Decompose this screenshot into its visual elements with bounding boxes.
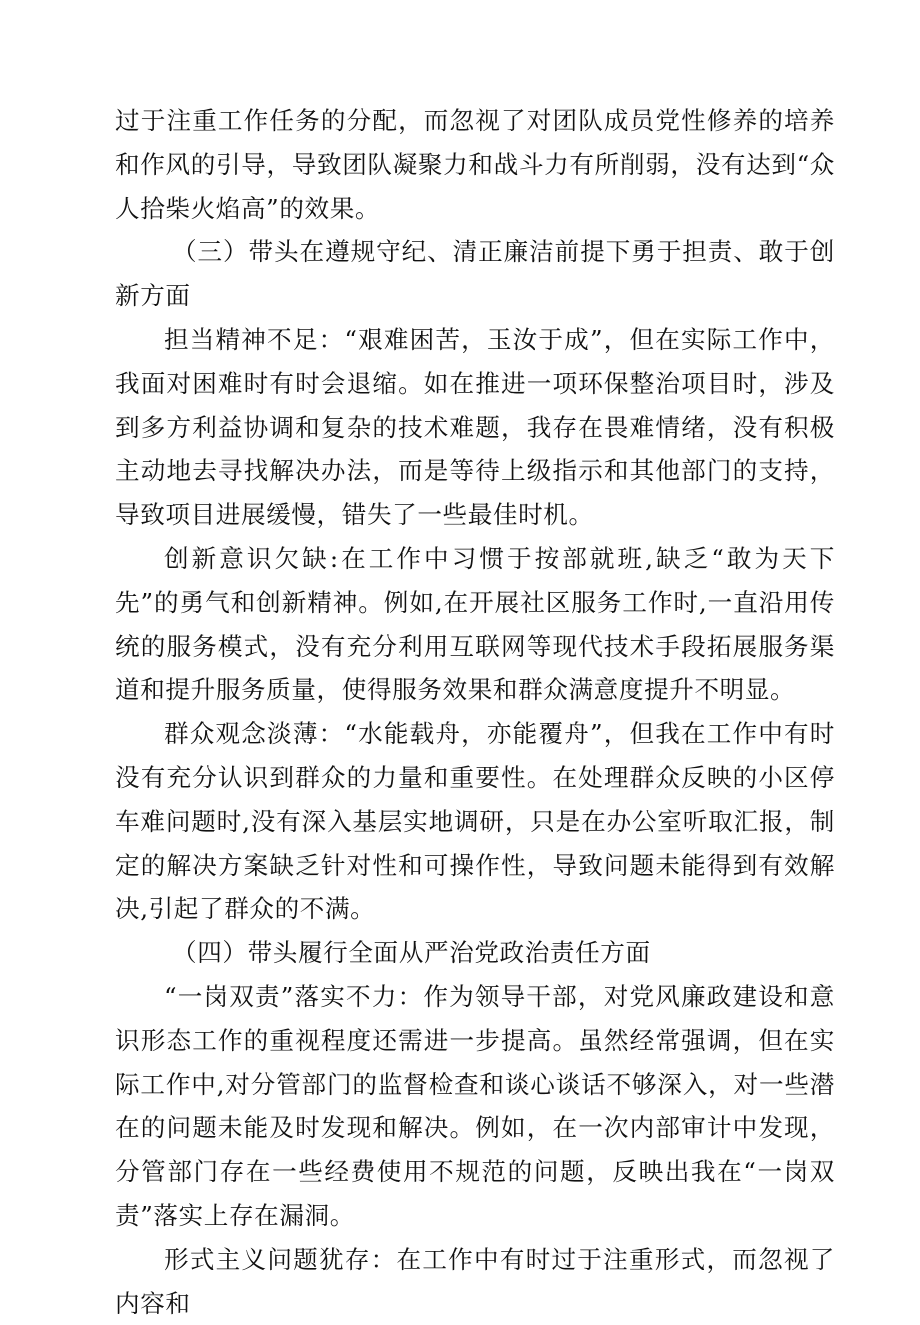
paragraph-masses: 群众观念淡薄：“水能载舟，亦能覆舟”，但我在工作中有时没有充分认识到群众的力量和重要性。在处理群众反映的小区停车难问题时,没有深入基层实地调研，只是在办公室听取汇报，制定的解决方案缺乏针对性和可操作性，导致问题未能得到有效解决,引起了群众的不满。 (115, 719, 835, 924)
paragraph-continuation: 过于注重工作任务的分配，而忽视了对团队成员党性修养的培养和作风的引导，导致团队凝聚力和战斗力有所削弱，没有达到“众人拾柴火焰高”的效果。 (115, 106, 835, 223)
paragraph-dual-responsibility: “一岗双责”落实不力：作为领导干部，对党风廉政建设和意识形态工作的重视程度还需进一步提高。虽然经常强调，但在实际工作中,对分管部门的监督检查和谈心谈话不够深入，对一些潜在的问题未能及时发现和解决。例如，在一次内部审计中发现，分管部门存在一些经费使用不规范的问题，反映出我在“一岗双责”落实上存在漏洞。 (115, 981, 835, 1230)
paragraph-innovation: 创新意识欠缺:在工作中习惯于按部就班,缺乏“敢为天下先”的勇气和创新精神。例如,在开展社区服务工作时,一直沿用传统的服务模式，没有充分利用互联网等现代技术手段拓展服务渠道和提升服务质量，使得服务效果和群众满意度提升不明显。 (115, 543, 835, 705)
section-heading-four: （四）带头履行全面从严治党政治责任方面 (172, 938, 651, 968)
section-heading-three: （三）带头在遵规守纪、清正廉洁前提下勇于担责、敢于创新方面 (115, 237, 835, 311)
paragraph-responsibility: 担当精神不足：“艰难困苦，玉汝于成”，但在实际工作中，我面对困难时有时会退缩。如在推进一项环保整治项目时，涉及到多方利益协调和复杂的技术难题，我存在畏难情绪，没有积极主动地去寻找解决办法，而是等待上级指示和其他部门的支持，导致项目进展缓慢，错失了一些最佳时机。 (115, 324, 835, 530)
paragraph-formalism: 形式主义问题犹存：在工作中有时过于注重形式，而忽视了内容和 (115, 1244, 835, 1318)
document-body (115, 99, 835, 1325)
